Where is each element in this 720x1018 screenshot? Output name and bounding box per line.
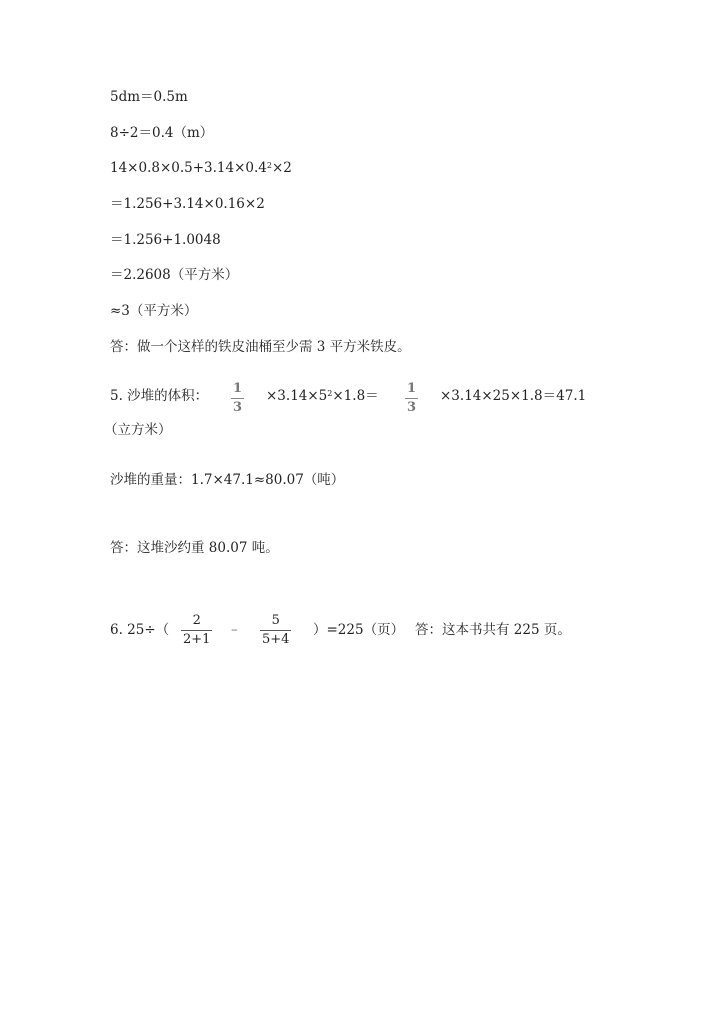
q5-fraction-1 [231, 381, 244, 415]
q5-frac1-bar [231, 398, 244, 399]
q5-frac2-denominator: 3 [407, 400, 417, 415]
q6-minus: – [231, 622, 238, 638]
line-7: ≈3（平方米） [110, 303, 198, 319]
line-3 [110, 159, 292, 177]
q5-middle-a: ×3.14×5 [266, 388, 328, 404]
line-3-b: ×2 [272, 160, 292, 176]
q6-frac1-denominator: 2+1 [183, 632, 211, 647]
q5-frac2-bar [405, 398, 418, 399]
q6-fraction-2 [260, 613, 291, 647]
q6-frac1-numerator: 2 [192, 613, 201, 628]
q5-middle [266, 387, 379, 405]
q6-suffix: ）=225（页） [313, 622, 405, 638]
q5-unit: （立方米） [104, 422, 172, 438]
q5-suffix: ×3.14×25×1.8＝47.1 [440, 388, 587, 404]
q5-middle-b: ×1.8＝ [332, 388, 379, 404]
line-4: ＝1.256+3.14×0.16×2 [110, 196, 265, 212]
q5-weight: 沙堆的重量：1.7×47.1≈80.07（吨） [110, 472, 345, 488]
answer-4: 答：做一个这样的铁皮油桶至少需 3 平方米铁皮。 [110, 339, 411, 355]
q5-frac1-denominator: 3 [233, 400, 243, 415]
q6-frac2-denominator: 5+4 [262, 632, 290, 647]
q6-frac2-bar [260, 630, 291, 631]
q6-frac1-bar [181, 630, 212, 631]
q5-frac1-numerator: 1 [233, 381, 243, 396]
q6-frac2-numerator: 5 [271, 613, 280, 628]
line-3-exponent: 2 [266, 161, 272, 170]
line-1: 5dm＝0.5m [110, 89, 188, 105]
q5-fraction-2 [405, 381, 418, 415]
q6-prefix: 6. 25÷（ [110, 622, 170, 638]
line-6: ＝2.2608（平方米） [110, 267, 239, 283]
line-3-a: 14×0.8×0.5+3.14×0.4 [110, 160, 267, 176]
q6-fraction-1 [181, 613, 212, 647]
q5-prefix: 5. 沙堆的体积： [110, 388, 209, 404]
q5-frac2-numerator: 1 [407, 381, 417, 396]
line-2: 8÷2＝0.4（m） [110, 125, 214, 141]
q6-answer: 答：这本书共有 225 页。 [415, 622, 571, 638]
q5-answer: 答：这堆沙约重 80.07 吨。 [110, 540, 279, 556]
line-5: ＝1.256+1.0048 [110, 232, 221, 248]
q5-exponent: 2 [327, 389, 333, 398]
